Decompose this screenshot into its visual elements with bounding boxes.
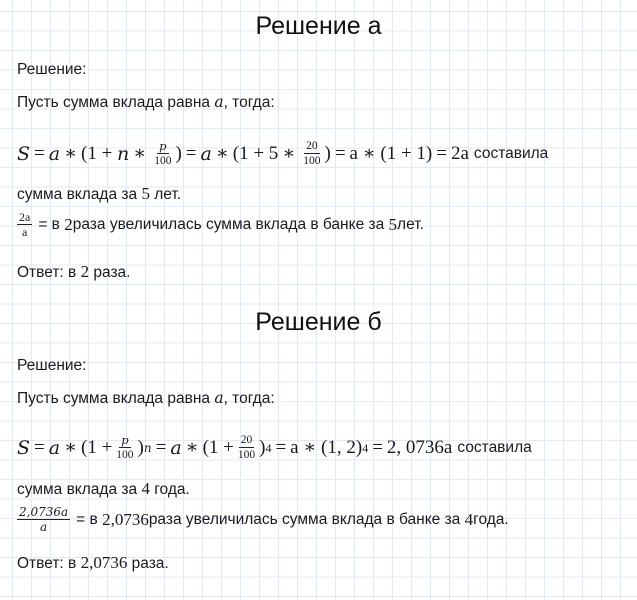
section-a-ratio: $\frac{2a}{a}$ = в 2 раза увеличилась сумма вклада в банке за 5 лет. bbox=[19, 210, 424, 239]
fraction-p-over-100: $\frac{p}{100}$ bbox=[116, 433, 134, 461]
section-a-answer: Ответ: в 2 раза. bbox=[17, 262, 131, 281]
section-a-intro: Пусть сумма вклада равна a, тогда: bbox=[17, 93, 275, 111]
section-b-answer: Ответ: в 2,0736 раза. bbox=[17, 553, 169, 572]
section-b-formula: S = a ∗ (1 + $\frac{p}{100}$ ) n = a ∗ (1 + $\frac{20}{100}$ ) 4 = a ∗ (1, 2) 4 = 2, 0736a составила bbox=[17, 433, 532, 461]
section-b-continuation: сумма вклада за 4 года. bbox=[17, 479, 190, 498]
section-b-intro: Пусть сумма вклада равна a, тогда: bbox=[17, 389, 275, 407]
section-b-title: Решение б bbox=[255, 308, 382, 336]
fraction-20736a-over-a: $\frac{2,0736a}{a}$ bbox=[19, 505, 69, 534]
section-b-label: Решение: bbox=[17, 357, 87, 374]
fraction-20-over-100: $\frac{20}{100}$ bbox=[303, 140, 321, 167]
section-a-formula: S = a ∗ (1 + n ∗ $\frac{p}{100}$ ) = a ∗ (1 + 5 ∗ $\frac{20}{100}$ ) = a ∗ (1 + 1) = 2a составила bbox=[17, 139, 549, 167]
section-a-label: Решение: bbox=[17, 61, 87, 78]
section-b-ratio: $\frac{2,0736a}{a}$ = в 2,0736 раза увеличилась сумма вклада в банке за 4 года. bbox=[19, 505, 509, 534]
section-a-title: Решение а bbox=[255, 12, 382, 40]
section-a-continuation: сумма вклада за 5 лет. bbox=[17, 184, 182, 203]
fraction-2a-over-a: $\frac{2a}{a}$ bbox=[19, 210, 31, 239]
fraction-20-over-100: $\frac{20}{100}$ bbox=[237, 434, 256, 461]
fraction-p-over-100: $\frac{p}{100}$ bbox=[154, 139, 172, 167]
